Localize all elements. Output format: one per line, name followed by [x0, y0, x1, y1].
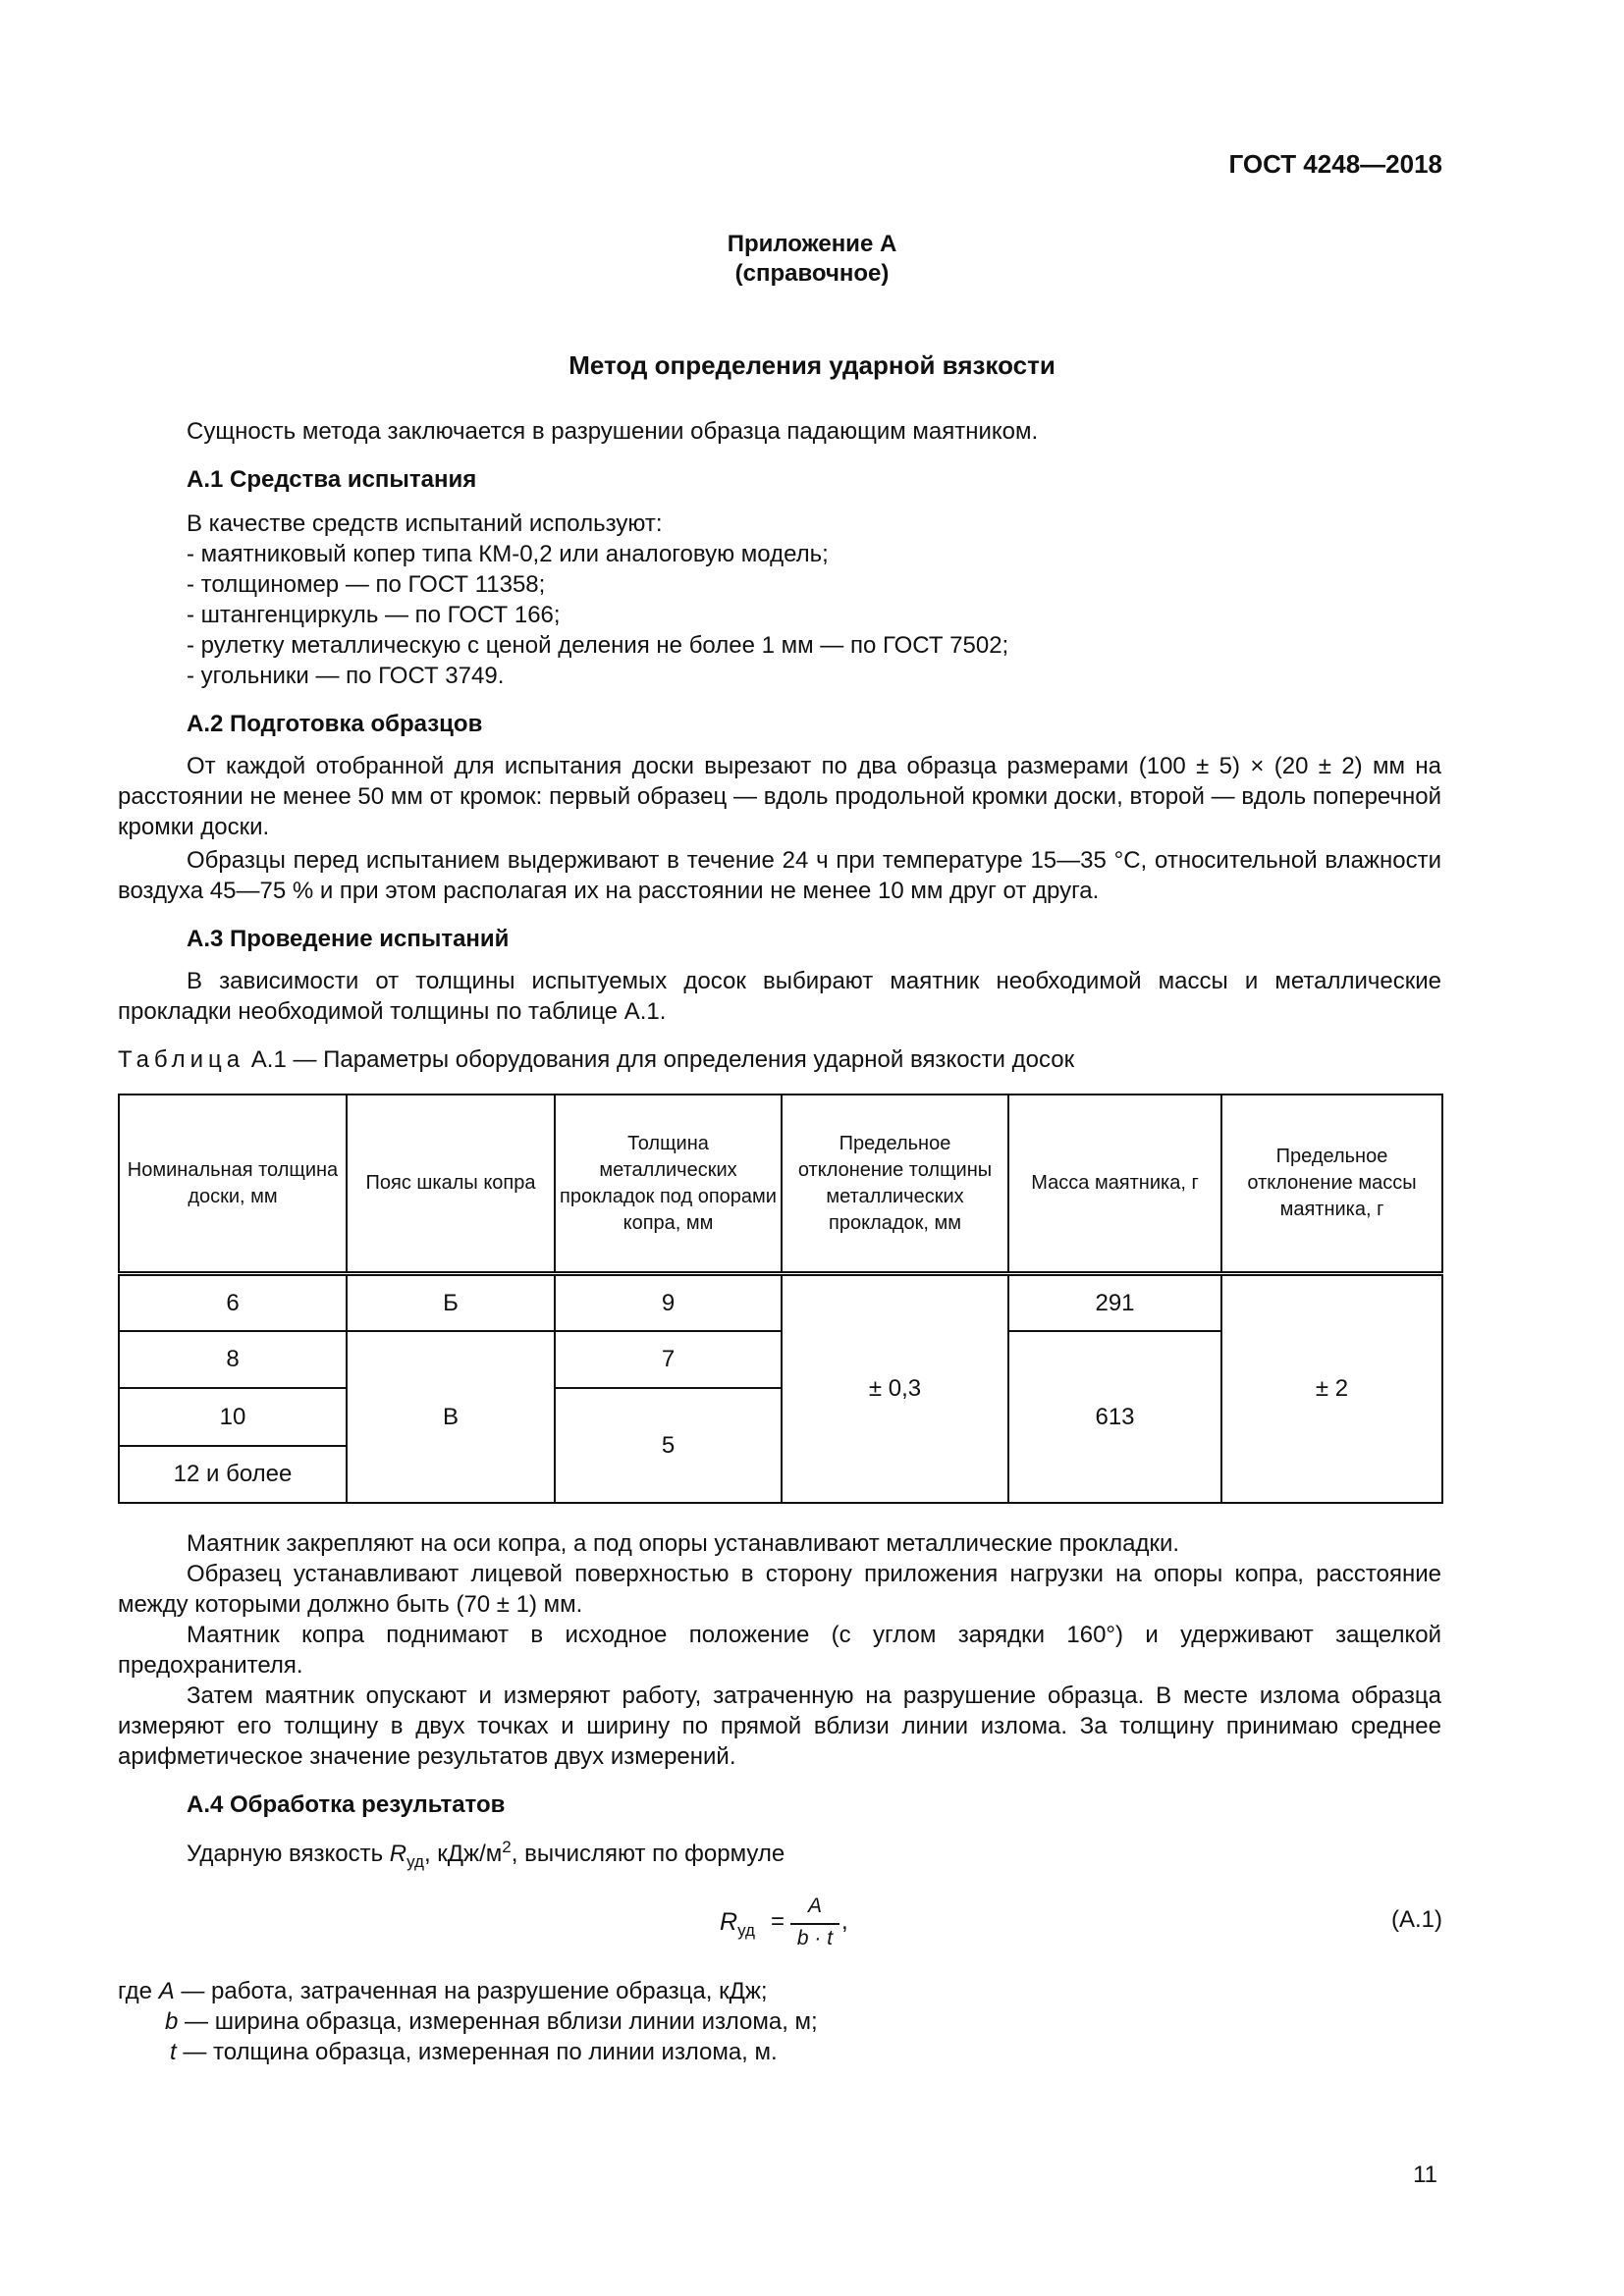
section-a3-after-3: Маятник копра поднимают в исходное положение (с углом зарядки 160°) и удерживают защелкой предохранителя. — [118, 1622, 1441, 1679]
table-cell-pendulum-mass: 613 — [1008, 1331, 1221, 1503]
impact-strength-formula — [720, 1895, 896, 1961]
table-cell-thickness: 12 и более — [119, 1446, 347, 1503]
table-header-cell: Пояс шкалы копра — [347, 1095, 555, 1274]
equipment-parameters-table — [118, 1094, 1443, 1504]
lead-unit-exponent: 2 — [502, 1838, 512, 1856]
table-caption-text: А.1 — Параметры оборудования для определения ударной вязкости досок — [244, 1046, 1075, 1073]
where-line — [170, 2037, 778, 2067]
table-cell-pad-tolerance: ± 0,3 — [782, 1274, 1008, 1503]
table-cell-thickness: 10 — [119, 1388, 347, 1445]
lead-variable: R — [389, 1841, 407, 1867]
formula-lhs-subscript: уд — [737, 1921, 755, 1940]
where-line — [165, 2006, 818, 2037]
where-definition: — ширина образца, измеренная вблизи линии излома, м; — [178, 2008, 818, 2035]
section-a4-lead — [187, 1832, 785, 1877]
equipment-item: - рулетку металлическую с ценой деления не более 1 мм — по ГОСТ 7502; — [187, 632, 1009, 659]
table-cell-pad-thickness: 7 — [555, 1331, 782, 1388]
section-a3-heading: А.3 Проведение испытаний — [187, 926, 510, 952]
intro-paragraph: Сущность метода заключается в разрушении образца падающим маятником. — [187, 418, 1039, 445]
table-caption-label: Таблица — [118, 1046, 245, 1073]
lead-variable-subscript: уд — [406, 1851, 424, 1871]
section-a2-paragraph-1: От каждой отобранной для испытания доски вырезают по два образца размерами (100 ± 5) × (20 ± 2) мм на расстоянии не менее 50 мм от кромок: первый образец — вдоль продольной кромки доски, второй — вдоль поперечной кромки доски. — [118, 753, 1441, 840]
formula-denominator: b · t — [796, 1927, 834, 1949]
table-header-cell: Номинальная толщина доски, мм — [119, 1095, 347, 1274]
equation-number: (А.1) — [1390, 1906, 1442, 1933]
equipment-item: - толщиномер — по ГОСТ 11358; — [187, 571, 546, 598]
table-header-cell: Предельное отклонение массы маятника, г — [1221, 1095, 1442, 1274]
lead-text-end: , вычисляют по формуле — [511, 1841, 785, 1867]
table-cell-scale-belt: В — [347, 1331, 555, 1503]
formula-lhs — [720, 1908, 755, 1941]
where-variable: t — [170, 2039, 177, 2065]
section-a3-paragraph-1: В зависимости от толщины испытуемых досок выбирают маятник необходимой массы и металлические прокладки необходимой толщины по таблице А.1. — [118, 968, 1441, 1025]
section-a3-after-4: Затем маятник опускают и измеряют работу, затраченную на разрушение образца. В месте излома образца измеряют его толщину в двух точках и ширину по прямой вблизи линии излома. За толщину принимаю среднее арифметическое значение результатов двух измерений. — [118, 1682, 1441, 1770]
formula-comma: , — [841, 1908, 848, 1935]
table-header-cell: Толщина металлических прокладок под опорами копра, мм — [555, 1095, 782, 1274]
table-cell-pad-thickness: 5 — [555, 1388, 782, 1503]
section-a3-after-1: Маятник закрепляют на оси копра, а под опоры устанавливают металлические прокладки. — [187, 1530, 1180, 1557]
lead-text: Ударную вязкость — [187, 1841, 390, 1867]
table-cell-pad-thickness: 9 — [555, 1274, 782, 1331]
table-cell-mass-tolerance: ± 2 — [1221, 1274, 1442, 1503]
section-a1-heading: А.1 Средства испытания — [187, 466, 477, 493]
equipment-item: - штангенциркуль — по ГОСТ 166; — [187, 602, 561, 628]
where-definition: — толщина образца, измеренная по линии излома, м. — [176, 2039, 778, 2065]
table-cell-pendulum-mass: 291 — [1008, 1274, 1221, 1331]
section-a1-lead: В качестве средств испытаний используют: — [187, 510, 663, 537]
fraction-bar — [790, 1923, 839, 1925]
section-a3-after-2: Образец устанавливают лицевой поверхностью в сторону приложения нагрузки на опоры копра, расстояние между которыми должно быть (70 ± 1) мм. — [118, 1561, 1441, 1618]
method-title: Метод определения ударной вязкости — [568, 350, 1056, 380]
equipment-item: - маятниковый копер типа КМ-0,2 или аналоговую модель; — [187, 541, 829, 567]
table-header-cell: Масса маятника, г — [1008, 1095, 1221, 1274]
lead-unit: , кДж/м — [423, 1841, 503, 1867]
page-number: 11 — [1413, 2162, 1437, 2188]
annex-subtitle: (справочное) — [734, 260, 890, 287]
equipment-item: - угольники — по ГОСТ 3749. — [187, 663, 505, 689]
formula-lhs-variable: R — [720, 1908, 738, 1936]
section-a4-heading: А.4 Обработка результатов — [187, 1791, 506, 1818]
section-a2-paragraph-2: Образцы перед испытанием выдерживают в течение 24 ч при температуре 15—35 °С, относительной влажности воздуха 45—75 % и при этом располагая их на расстоянии не менее 10 мм друг от друга. — [118, 847, 1441, 904]
standard-number: ГОСТ 4248—2018 — [1228, 149, 1442, 179]
where-variable: b — [165, 2008, 179, 2035]
table-cell-thickness: 6 — [119, 1274, 347, 1331]
formula-numerator: A — [807, 1895, 822, 1917]
table-caption — [118, 1046, 1074, 1074]
table-cell-scale-belt: Б — [347, 1274, 555, 1331]
section-a2-heading: А.2 Подготовка образцов — [187, 711, 483, 737]
annex-title: Приложение А — [727, 231, 897, 257]
formula-equals: = — [771, 1908, 785, 1935]
where-prefix: где — [118, 1978, 159, 2004]
table-cell-thickness: 8 — [119, 1331, 347, 1388]
where-variable: A — [158, 1978, 175, 2004]
where-definition: — работа, затраченная на разрушение образца, кДж; — [174, 1978, 768, 2004]
where-line — [118, 1976, 768, 2006]
table-header-cell: Предельное отклонение толщины металлических прокладок, мм — [782, 1095, 1008, 1274]
